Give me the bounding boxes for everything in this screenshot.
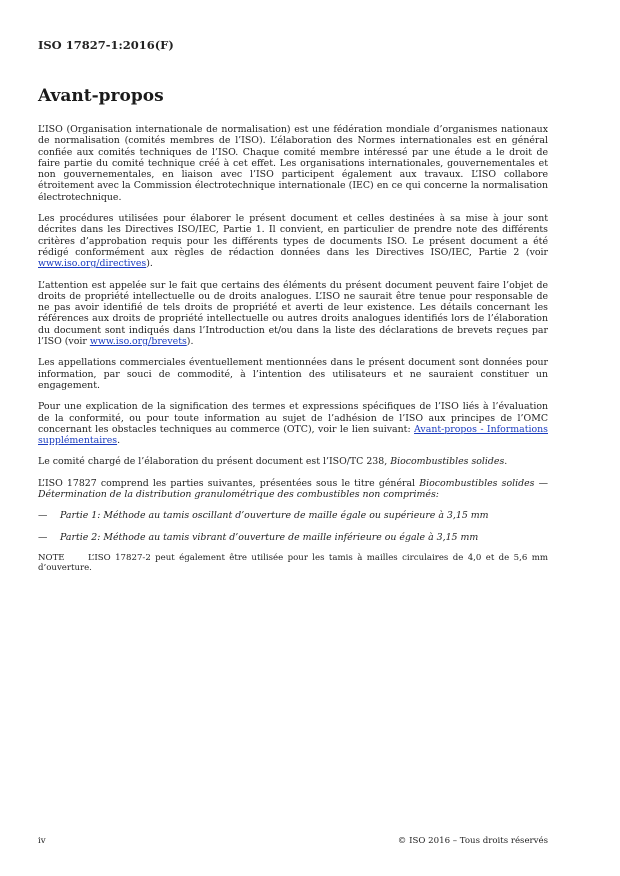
paragraph-committee xyxy=(38,456,548,467)
directives-link[interactable]: www.iso.org/directives xyxy=(38,258,147,270)
paragraph-patents-end: ). xyxy=(186,336,194,348)
paragraph-committee-text: Le comité chargé de l’élaboration du présent document est l’ISO/TC 238, xyxy=(38,456,391,468)
document-body xyxy=(38,124,548,584)
paragraph-procedures-end: ). xyxy=(146,258,153,270)
list-dash: — xyxy=(38,510,48,522)
page-title: Avant-propos xyxy=(38,86,164,106)
paragraph-parts-intro-text: L’ISO 17827 comprend les parties suivantes, présentées sous le titre général xyxy=(38,477,420,489)
list-dash: — xyxy=(38,531,48,543)
note-text: L’ISO 17827-2 peut également être utilisée pour les tamis à mailles circulaires de 4,0 et de 5,6 mm d’ouverture. xyxy=(38,552,548,574)
paragraph-procedures-text: Les procédures utilisées pour élaborer le présent document et celles destinées à sa mise à jour sont décrites dans les Directives ISO/IEC, Partie 1. Il convient, en particulier de prendre note des différents critères d’approbation requis pour les différents types de documents ISO. Le présent document a été rédigé conformément aux règles de rédaction données dans les Directives ISO/IEC, Partie 2 (voir xyxy=(38,213,548,258)
copyright-notice: © ISO 2016 – Tous droits réservés xyxy=(397,836,548,846)
supplementary-info-link[interactable]: Avant-propos - Informations supplémentaires xyxy=(38,423,548,447)
page-number: iv xyxy=(38,836,46,846)
paragraph-patents-text: L’attention est appelée sur le fait que certains des éléments du présent document peuvent faire l’objet de droits de propriété intellectuelle ou de droits analogues. L’ISO ne saurait être tenue pour responsable de ne pas avoir identifié de tels droits de propriété et averti de leur existence. Les détails concernant les références aux droits de propriété intellectuelle ou autres droits analogues identifiés lors de l’élaboration du document sont indiqués dans l’Introduction et/ou dans la liste des déclarations de brevets reçues par l’ISO (voir xyxy=(38,279,548,348)
list-item-part-2 xyxy=(38,532,548,543)
paragraph-parts-intro xyxy=(38,478,548,501)
paragraph-committee-end: . xyxy=(504,456,508,468)
committee-name: Biocombustibles solides xyxy=(390,456,505,468)
paragraph-conformity xyxy=(38,401,548,446)
note xyxy=(38,553,548,574)
list-item-text: Partie 2: Méthode au tamis vibrant d’ouverture de maille inférieure ou égale à 3,15 mm xyxy=(60,531,479,543)
list-item-text: Partie 1: Méthode au tamis oscillant d’ouverture de maille égale ou supérieure à 3,15 mm xyxy=(60,510,489,522)
paragraph-trade-names: Les appellations commerciales éventuellement mentionnées dans le présent document sont données pour information, par souci de commodité, à l’intention des utilisateurs et ne sauraient constituer un engagement. xyxy=(38,357,548,391)
paragraph-conformity-end: . xyxy=(117,435,121,447)
document-reference: ISO 17827-1:2016(F) xyxy=(38,38,174,52)
paragraph-patents xyxy=(38,280,548,348)
note-label: NOTE xyxy=(38,552,65,563)
paragraph-iso-organisation: L’ISO (Organisation internationale de normalisation) est une fédération mondiale d’organismes nationaux de normalisation (comités membres de l’ISO). L’élaboration des Normes internationales est en général confiée aux comités techniques de l’ISO. Chaque comité membre intéressé par une étude a le droit de faire partie du comité technique créé à cet effet. Les organisations internationales, gouvernementales et non gouvernementales, en liaison avec l’ISO participent également aux travaux. L’ISO collabore étroitement avec la Commission électrotechnique internationale (IEC) en ce qui concerne la normalisation électrotechnique. xyxy=(38,124,548,203)
list-item-part-1 xyxy=(38,510,548,521)
patents-link[interactable]: www.iso.org/brevets xyxy=(89,336,187,348)
paragraph-conformity-text: Pour une explication de la signification des termes et expressions spécifiques de l’ISO liés à l’évaluation de la conformité, ou pour toute information au sujet de l’adhésion de l’ISO aux principes de l’OMC concernant les obstacles techniques au commerce (OTC), voir le lien suivant: xyxy=(38,401,548,435)
paragraph-procedures xyxy=(38,213,548,269)
general-title: Biocombustibles solides — Détermination de la distribution granulométrique des combustibles non comprimés: xyxy=(38,477,548,501)
